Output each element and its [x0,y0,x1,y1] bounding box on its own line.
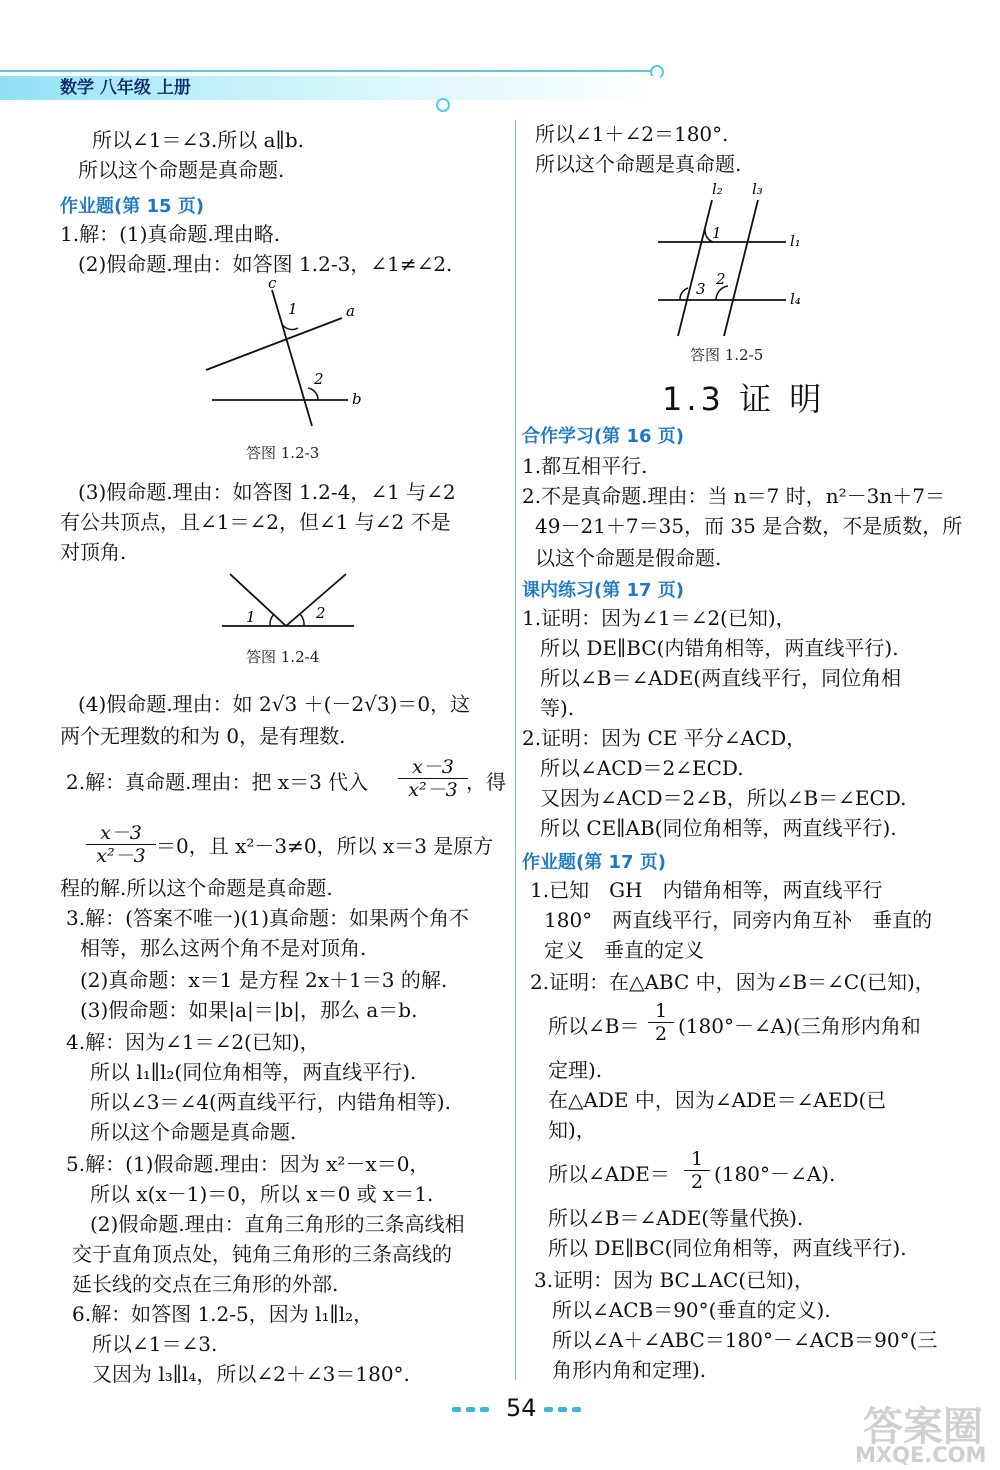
decor-dot-icon [544,1407,553,1412]
section-heading: 课内练习(第 17 页) [522,580,685,601]
text-line: 角形内角和定理). [552,1358,707,1382]
section-heading: 作业题(第 15 页) [60,196,205,217]
fraction [684,1148,710,1193]
figure-caption: 答图 1.2-3 [246,444,320,462]
section-heading: 合作学习(第 16 页) [522,426,685,447]
figure-1-2-3 [200,276,380,436]
text-line: (2)假命题.理由：直角三角形的三条高线相 [90,1212,465,1236]
fraction [398,756,468,801]
figure-1-2-4 [216,570,360,636]
text-line: 所以∠B＝∠ADE(等量代换). [548,1206,804,1230]
fraction [86,822,156,867]
fig5-label-l2: l₂ [712,180,723,198]
text-line: 3.证明：因为 BC⊥AC(已知)， [534,1268,814,1292]
text-line: (2)真命题：x＝1 是方程 2x＋1＝3 的解. [80,968,448,992]
text-line: 所以 DE∥BC(同位角相等，两直线平行). [548,1236,907,1260]
text-line: 知)， [548,1118,596,1142]
text-line: 49－21＋7＝35，而 35 是合数，不是质数，所 [535,514,963,538]
text-line: 又因为∠ACD＝2∠B，所以∠B＝∠ECD. [540,786,907,810]
fig3-label-1: 1 [288,300,298,318]
text-line: (180°－∠A). [714,1162,836,1186]
text-line: 所以∠ADE＝ [548,1162,670,1186]
text-line: 6.解：如答图 1.2-5，因为 l₁∥l₂， [72,1302,374,1326]
fig5-label-l3: l₃ [752,180,763,198]
decor-dot-icon [452,1407,461,1412]
figure-caption: 答图 1.2-5 [690,346,764,364]
text-line: 所以∠ACB＝90°(垂直的定义). [552,1298,831,1322]
text-line: 所以∠1＝∠3.所以 a∥b. [92,128,305,152]
fraction-denominator: x²－3 [408,779,458,801]
text-line: 等). [540,696,575,720]
text-line: 所以这个命题是真命题. [535,152,742,176]
text-line: 5.解：(1)假命题.理由：因为 x²－x＝0， [66,1152,430,1176]
watermark-text: 答案圈 [863,1404,983,1450]
fig4-label-2: 2 [316,604,326,622]
text-line: 程的解.所以这个命题是真命题. [60,876,333,900]
page-header [0,64,660,108]
watermark-url: MXQE.COM [855,1443,987,1467]
text-line: 所以 CE∥AB(同位角相等，两直线平行). [540,816,897,840]
text-line: 所以 DE∥BC(内错角相等，两直线平行). [540,636,899,660]
text-line: 定理). [548,1058,603,1082]
section-heading: 作业题(第 17 页) [522,852,667,873]
section-title: 1.3 证 明 [662,380,826,418]
decor-dot-icon [572,1407,581,1412]
text-line: 所以这个命题是真命题. [78,158,285,182]
text-line: 3.解：(答案不唯一)(1)真命题：如果两个角不 [66,906,470,930]
watermark [855,1395,995,1467]
text-line: 2.证明：因为 CE 平分∠ACD， [522,726,807,750]
fraction-denominator: 2 [654,1023,668,1045]
text-line: ＝0，且 x²－3≠0，所以 x＝3 是原方 [156,834,494,858]
text-line: 所以∠1＋∠2＝180°. [535,122,729,146]
text-line: 所以∠3＝∠4(两直线平行，内错角相等). [90,1090,451,1114]
figure-1-2-5 [650,180,820,342]
decor-dot-icon [466,1407,475,1412]
fraction-numerator: x－3 [398,756,468,779]
text-line: 定义 垂直的定义 [544,938,704,962]
fraction-numerator: 1 [648,1000,674,1023]
text-line: 两个无理数的和为 0，是有理数. [60,724,346,748]
text-line: 180° 两直线平行，同旁内角互补 垂直的 [544,908,933,932]
fig5-label-1: 1 [712,224,722,242]
text-line: 以这个命题是假命题. [535,546,722,570]
text-line: 所以∠B＝∠ADE(两直线平行，同位角相 [540,666,902,690]
text-line: 4.解：因为∠1＝∠2(已知)， [66,1030,320,1054]
text-line: 1.都互相平行. [522,454,648,478]
text-line: 在△ADE 中，因为∠ADE＝∠AED(已 [548,1088,887,1112]
fig3-label-b: b [352,390,362,408]
header-title: 数学 八年级 上册 [60,78,191,98]
text-line: 交于直角顶点处，钝角三角形的三条高线的 [72,1242,452,1266]
text-line: 所以 x(x－1)＝0，所以 x＝0 或 x＝1. [90,1182,434,1206]
text-line: (3)假命题.理由：如答图 1.2-4，∠1 与∠2 [78,480,456,504]
text-line: 2.不是真命题.理由：当 n＝7 时，n²－3n＋7＝ [522,484,945,508]
decor-dot-icon [480,1407,489,1412]
fraction-denominator: x²－3 [96,845,146,867]
text-line: 所以 l₁∥l₂(同位角相等，两直线平行). [90,1060,417,1084]
text-line: 2.证明：在△ABC 中，因为∠B＝∠C(已知)， [530,970,935,994]
decor-dot-icon [558,1407,567,1412]
text-line: 所以∠1＝∠3. [92,1332,218,1356]
fraction-denominator: 2 [690,1171,704,1193]
fraction [648,1000,674,1045]
text-line: 1.证明：因为∠1＝∠2(已知)， [522,606,796,630]
column-divider [515,120,516,1380]
text-line: 又因为 l₃∥l₄，所以∠2＋∠3＝180°. [92,1362,410,1386]
text-line: 1.解：(1)真命题.理由略. [60,222,281,246]
fig3-label-2: 2 [314,370,324,388]
text-line: 所以∠B＝ [548,1014,640,1038]
text-line: 相等，那么这两个角不是对顶角. [80,936,367,960]
fig5-label-2: 2 [716,270,726,288]
text-line: (2)假命题.理由：如答图 1.2-3，∠1≠∠2. [78,252,453,276]
page-number: 54 [506,1394,537,1422]
fig3-label-c: c [268,276,277,292]
fig5-label-3: 3 [696,280,706,298]
text-line: ，得 [466,770,506,794]
text-line: (180°－∠A)(三角形内角和 [678,1014,921,1038]
header-rule [0,70,655,72]
text-line: (3)假命题：如果|a|＝|b|，那么 a＝b. [80,998,418,1022]
text-line: 1.已知 GH 内错角相等，两直线平行 [530,878,883,902]
fraction-numerator: x－3 [86,822,156,845]
text-line: 所以这个命题是真命题. [90,1120,297,1144]
header-dot-icon [436,98,450,112]
figure-caption: 答图 1.2-4 [246,648,320,666]
text-line: 延长线的交点在三角形的外部. [72,1272,339,1296]
fig5-label-l4: l₄ [790,290,801,308]
fig3-label-a: a [346,302,355,320]
fraction-numerator: 1 [684,1148,710,1171]
text-line: 所以∠A＋∠ABC＝180°－∠ACB＝90°(三 [552,1328,938,1352]
text-line: 2.解：真命题.理由：把 x＝3 代入 [66,770,369,794]
fig5-label-l1: l₁ [790,232,801,250]
text-line: (4)假命题.理由：如 2√3 ＋(－2√3)＝0，这 [78,692,471,716]
text-line: 所以∠ACD＝2∠ECD. [540,756,744,780]
text-line: 对顶角. [60,540,127,564]
fig4-label-1: 1 [246,608,256,626]
text-line: 有公共顶点，且∠1＝∠2，但∠1 与∠2 不是 [60,510,451,534]
